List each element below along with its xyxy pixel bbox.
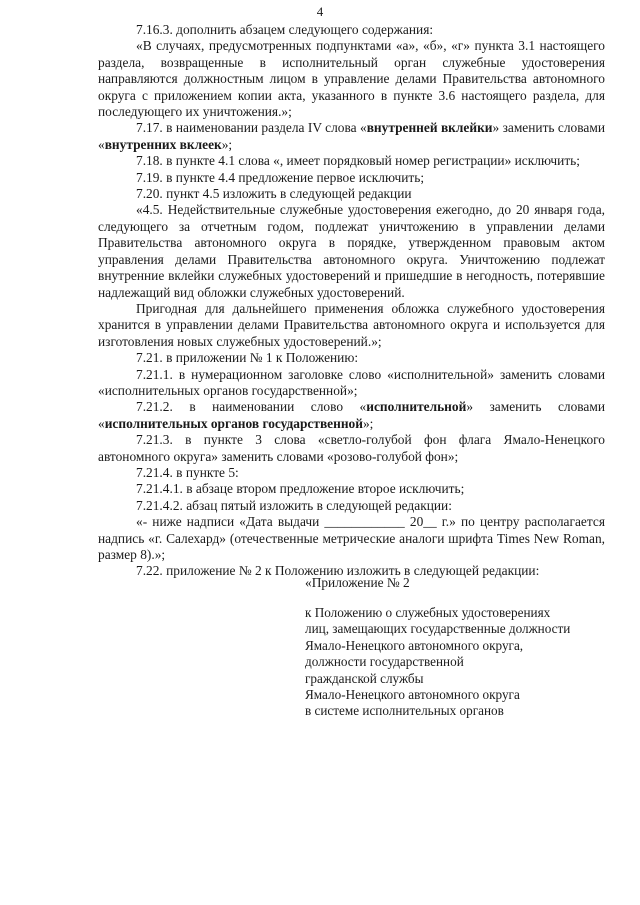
appendix-line: Ямало-Ненецкого автономного округа,: [305, 637, 524, 653]
text-run: 7.21.2. в наименовании слово «: [136, 399, 367, 415]
appendix-title: «Приложение № 2: [305, 575, 410, 590]
text-run: 7.17. в наименовании раздела IV слова «: [136, 120, 367, 136]
bold-text: внутренних вклеек: [104, 136, 222, 152]
paragraph-7-21-4-1: 7.21.4.1. в абзаце втором предложение второе исключить;: [136, 481, 465, 497]
paragraph-7-21-1: 7.21.1. в нумерационном заголовке слово «исполнительной» заменить словами «исполнительных органов государственной»;: [98, 366, 605, 398]
paragraph-date-issue: «- ниже надписи «Дата выдачи ____________ 20__ г.» по центру располагается надпись «г. Салехард» (отечественные метрические аналоги шрифта Times New Roman, размер 8).»;: [98, 514, 605, 562]
paragraph-7-21-4-2: 7.21.4.2. абзац пятый изложить в следующей редакции:: [136, 497, 452, 513]
paragraph-7-21: 7.21. в приложении № 1 к Положению:: [136, 350, 359, 366]
paragraph-7-21-4: 7.21.4. в пункте 5:: [136, 464, 239, 480]
text-run: » заменить словами «: [98, 120, 605, 152]
paragraph-7-20: 7.20. пункт 4.5 изложить в следующей редакции: [136, 186, 412, 202]
paragraph-7-22: 7.22. приложение № 2 к Положению изложить в следующей редакции:: [136, 563, 540, 579]
appendix-line: в системе исполнительных органов: [305, 703, 504, 719]
paragraph-cover-storage: Пригодная для дальнейшего применения обложка служебного удостоверения хранится в управлении делами Правительства автономного округа и используется для изготовления новых служебных удостоверений.»;: [98, 300, 605, 349]
paragraph-4-5: «4.5. Недействительные служебные удостоверения ежегодно, до 20 января года, следующего за отчетным годом, подлежат уничтожению в управлении делами Правительства автономного округа в порядке, утвержденном правовым актом управления делами Правительства автономного округа. Уничтожению подлежат внутренние вклейки служебных удостоверений и пришедшие в негодность, потерявшие надлежащий вид обложки служебных удостоверений.: [98, 202, 605, 300]
paragraph-7-16-3: 7.16.3. дополнить абзацем следующего содержания:: [136, 22, 434, 37]
text-run: »;: [221, 136, 233, 152]
paragraph-quote-3-1: «В случаях, предусмотренных подпунктами «а», «б», «г» пункта 3.1 настоящего раздела, возвращенные в исполнительный орган служебные удостоверения направляются должностным лицом в управление делами Правительства автономного округа с приложением копии акта, указанного в пункте 3.6 настоящего раздела, для последующего их уничтожения.»;: [98, 38, 605, 120]
appendix-line: лиц, замещающих государственные должности: [305, 621, 571, 637]
page-number: 4: [316, 4, 324, 19]
text-run: »;: [362, 415, 374, 431]
appendix-line: к Положению о служебных удостоверениях: [305, 605, 551, 620]
appendix-line: гражданской службы: [305, 670, 424, 686]
bold-text: внутренней вклейки: [366, 120, 493, 136]
appendix-heading: [305, 605, 625, 720]
bold-text: исполнительных органов государственной: [104, 415, 363, 431]
appendix-line: должности государственной: [305, 654, 464, 670]
paragraph-7-19: 7.19. в пункте 4.4 предложение первое исключить;: [136, 169, 425, 185]
paragraph-7-21-2: [98, 399, 605, 432]
bold-text: исполнительной: [366, 399, 467, 415]
appendix-line: Ямало-Ненецкого автономного округа: [305, 687, 520, 703]
paragraph-7-17: [98, 120, 605, 153]
paragraph-7-18: 7.18. в пункте 4.1 слова «, имеет порядковый номер регистрации» исключить;: [136, 153, 581, 169]
paragraph-7-21-3: 7.21.3. в пункте 3 слова «светло-голубой фон флага Ямало-Ненецкого автономного округа» заменить словами «розово-голубой фон»;: [98, 432, 605, 464]
text-run: » заменить словами «: [98, 399, 605, 431]
document-body: [98, 22, 605, 580]
